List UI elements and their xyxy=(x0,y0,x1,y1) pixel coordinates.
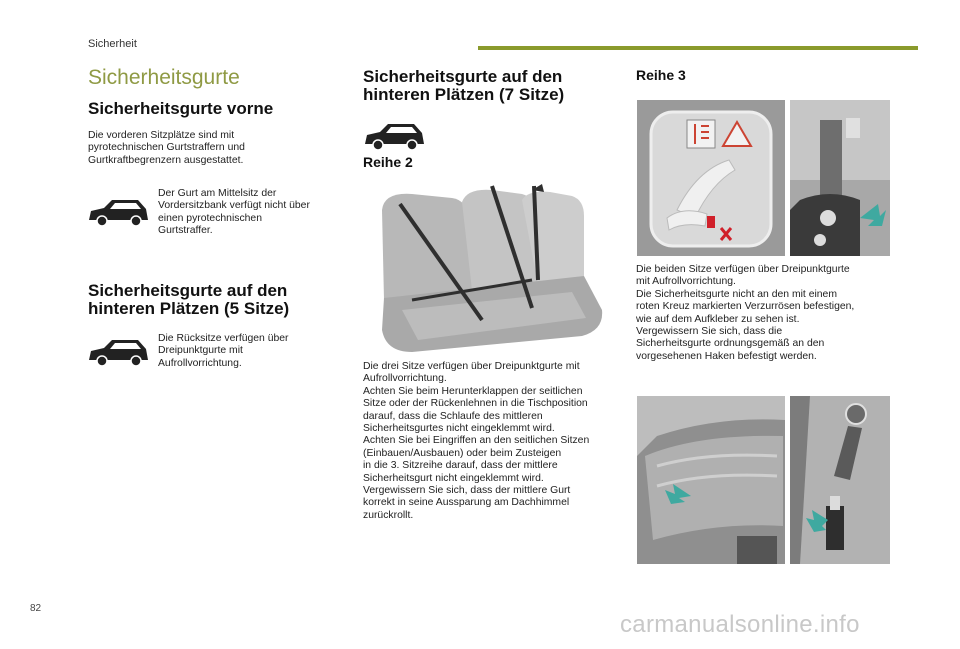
row-2-line: Achten Sie beim Herunterklappen der seitlichen xyxy=(363,385,583,397)
car-silhouette-icon xyxy=(362,120,428,154)
row-2-line: Sitze oder der Rückenlehnen in die Tischposition xyxy=(363,398,588,410)
row-2-line: in die 3. Sitzreihe darauf, dass der mittlere xyxy=(363,460,558,472)
rear-trunk-photo xyxy=(637,396,785,564)
row-2-text-block xyxy=(363,361,615,522)
row-3-line: vorgesehenen Haken befestigt werden. xyxy=(636,350,817,362)
site-watermark: carmanualsonline.info xyxy=(620,611,860,638)
chapter-title: Sicherheitsgurte xyxy=(88,66,240,89)
row-3-line: Die Sicherheitsgurte nicht an den mit einem xyxy=(636,288,837,300)
row-2-line: darauf, dass die Schlaufe des mittleren xyxy=(363,410,543,422)
front-center-belt-note: Der Gurt am Mittelsitz der Vordersitzbank verfügt nicht über einen pyrotechnischen Gurtstraffer. xyxy=(158,188,310,237)
section-label: Sicherheit xyxy=(88,38,137,50)
row-2-line: korrekt in seine Aussparung am Dachhimmel xyxy=(363,497,570,509)
page-number: 82 xyxy=(30,603,42,614)
front-belts-text: Die vorderen Sitzplätze sind mit pyrotechnischen Gurtstraffern und Gurtkraftbegrenzern ausgestattet. xyxy=(88,130,245,166)
belt-hook-photo xyxy=(790,100,890,256)
belt-buckle-photo xyxy=(790,396,890,564)
row-3-line: mit Aufrollvorrichtung. xyxy=(636,276,736,288)
heading-row-3: Reihe 3 xyxy=(636,67,686,83)
rear-5-seats-text: Die Rücksitze verfügen über Dreipunktgurte mit Aufrollvorrichtung. xyxy=(158,333,289,369)
row-3-line: roten Kreuz markierten Verzurrösen befestigen, xyxy=(636,301,855,313)
header-accent-bar xyxy=(478,46,918,50)
car-silhouette-icon xyxy=(86,196,152,230)
heading-row-2: Reihe 2 xyxy=(363,154,413,170)
row-3-line: Vergewissern Sie sich, dass die xyxy=(636,326,783,338)
heading-rear-7-seats: Sicherheitsgurte auf den hinteren Plätzen (7 Sitze) xyxy=(363,67,565,105)
row-2-line: Sicherheitsgurt nicht eingeklemmt wird. xyxy=(363,472,544,484)
row-2-line: Achten Sie bei Eingriffen an den seitlichen Sitzen xyxy=(363,435,590,447)
belt-sticker-photo xyxy=(637,100,785,256)
row-2-seats-illustration xyxy=(372,180,608,352)
row-3-line: Die beiden Sitze verfügen über Dreipunktgurte xyxy=(636,264,850,275)
row-2-line: (Einbauen/Ausbauen) oder beim Zusteigen xyxy=(363,447,562,459)
heading-rear-5-seats: Sicherheitsgurte auf den hinteren Plätzen (5 Sitze) xyxy=(88,281,290,319)
row-3-line: wie auf dem Aufkleber zu sehen ist. xyxy=(636,313,800,325)
row-2-line: Vergewissern Sie sich, dass der mittlere Gurt xyxy=(363,485,571,497)
row-2-line: zurückrollt. xyxy=(363,509,414,521)
row-3-text-block xyxy=(636,264,898,363)
row-2-line: Aufrollvorrichtung. xyxy=(363,373,447,385)
car-silhouette-icon xyxy=(86,336,152,370)
heading-front-belts: Sicherheitsgurte vorne xyxy=(88,99,274,118)
row-2-line: Sicherheitsgurtes nicht eingeklemmt wird. xyxy=(363,423,555,435)
row-3-line: Sicherheitsgurte ordnungsgemäß an den xyxy=(636,338,825,350)
row-2-line: Die drei Sitze verfügen über Dreipunktgurte mit xyxy=(363,361,580,372)
